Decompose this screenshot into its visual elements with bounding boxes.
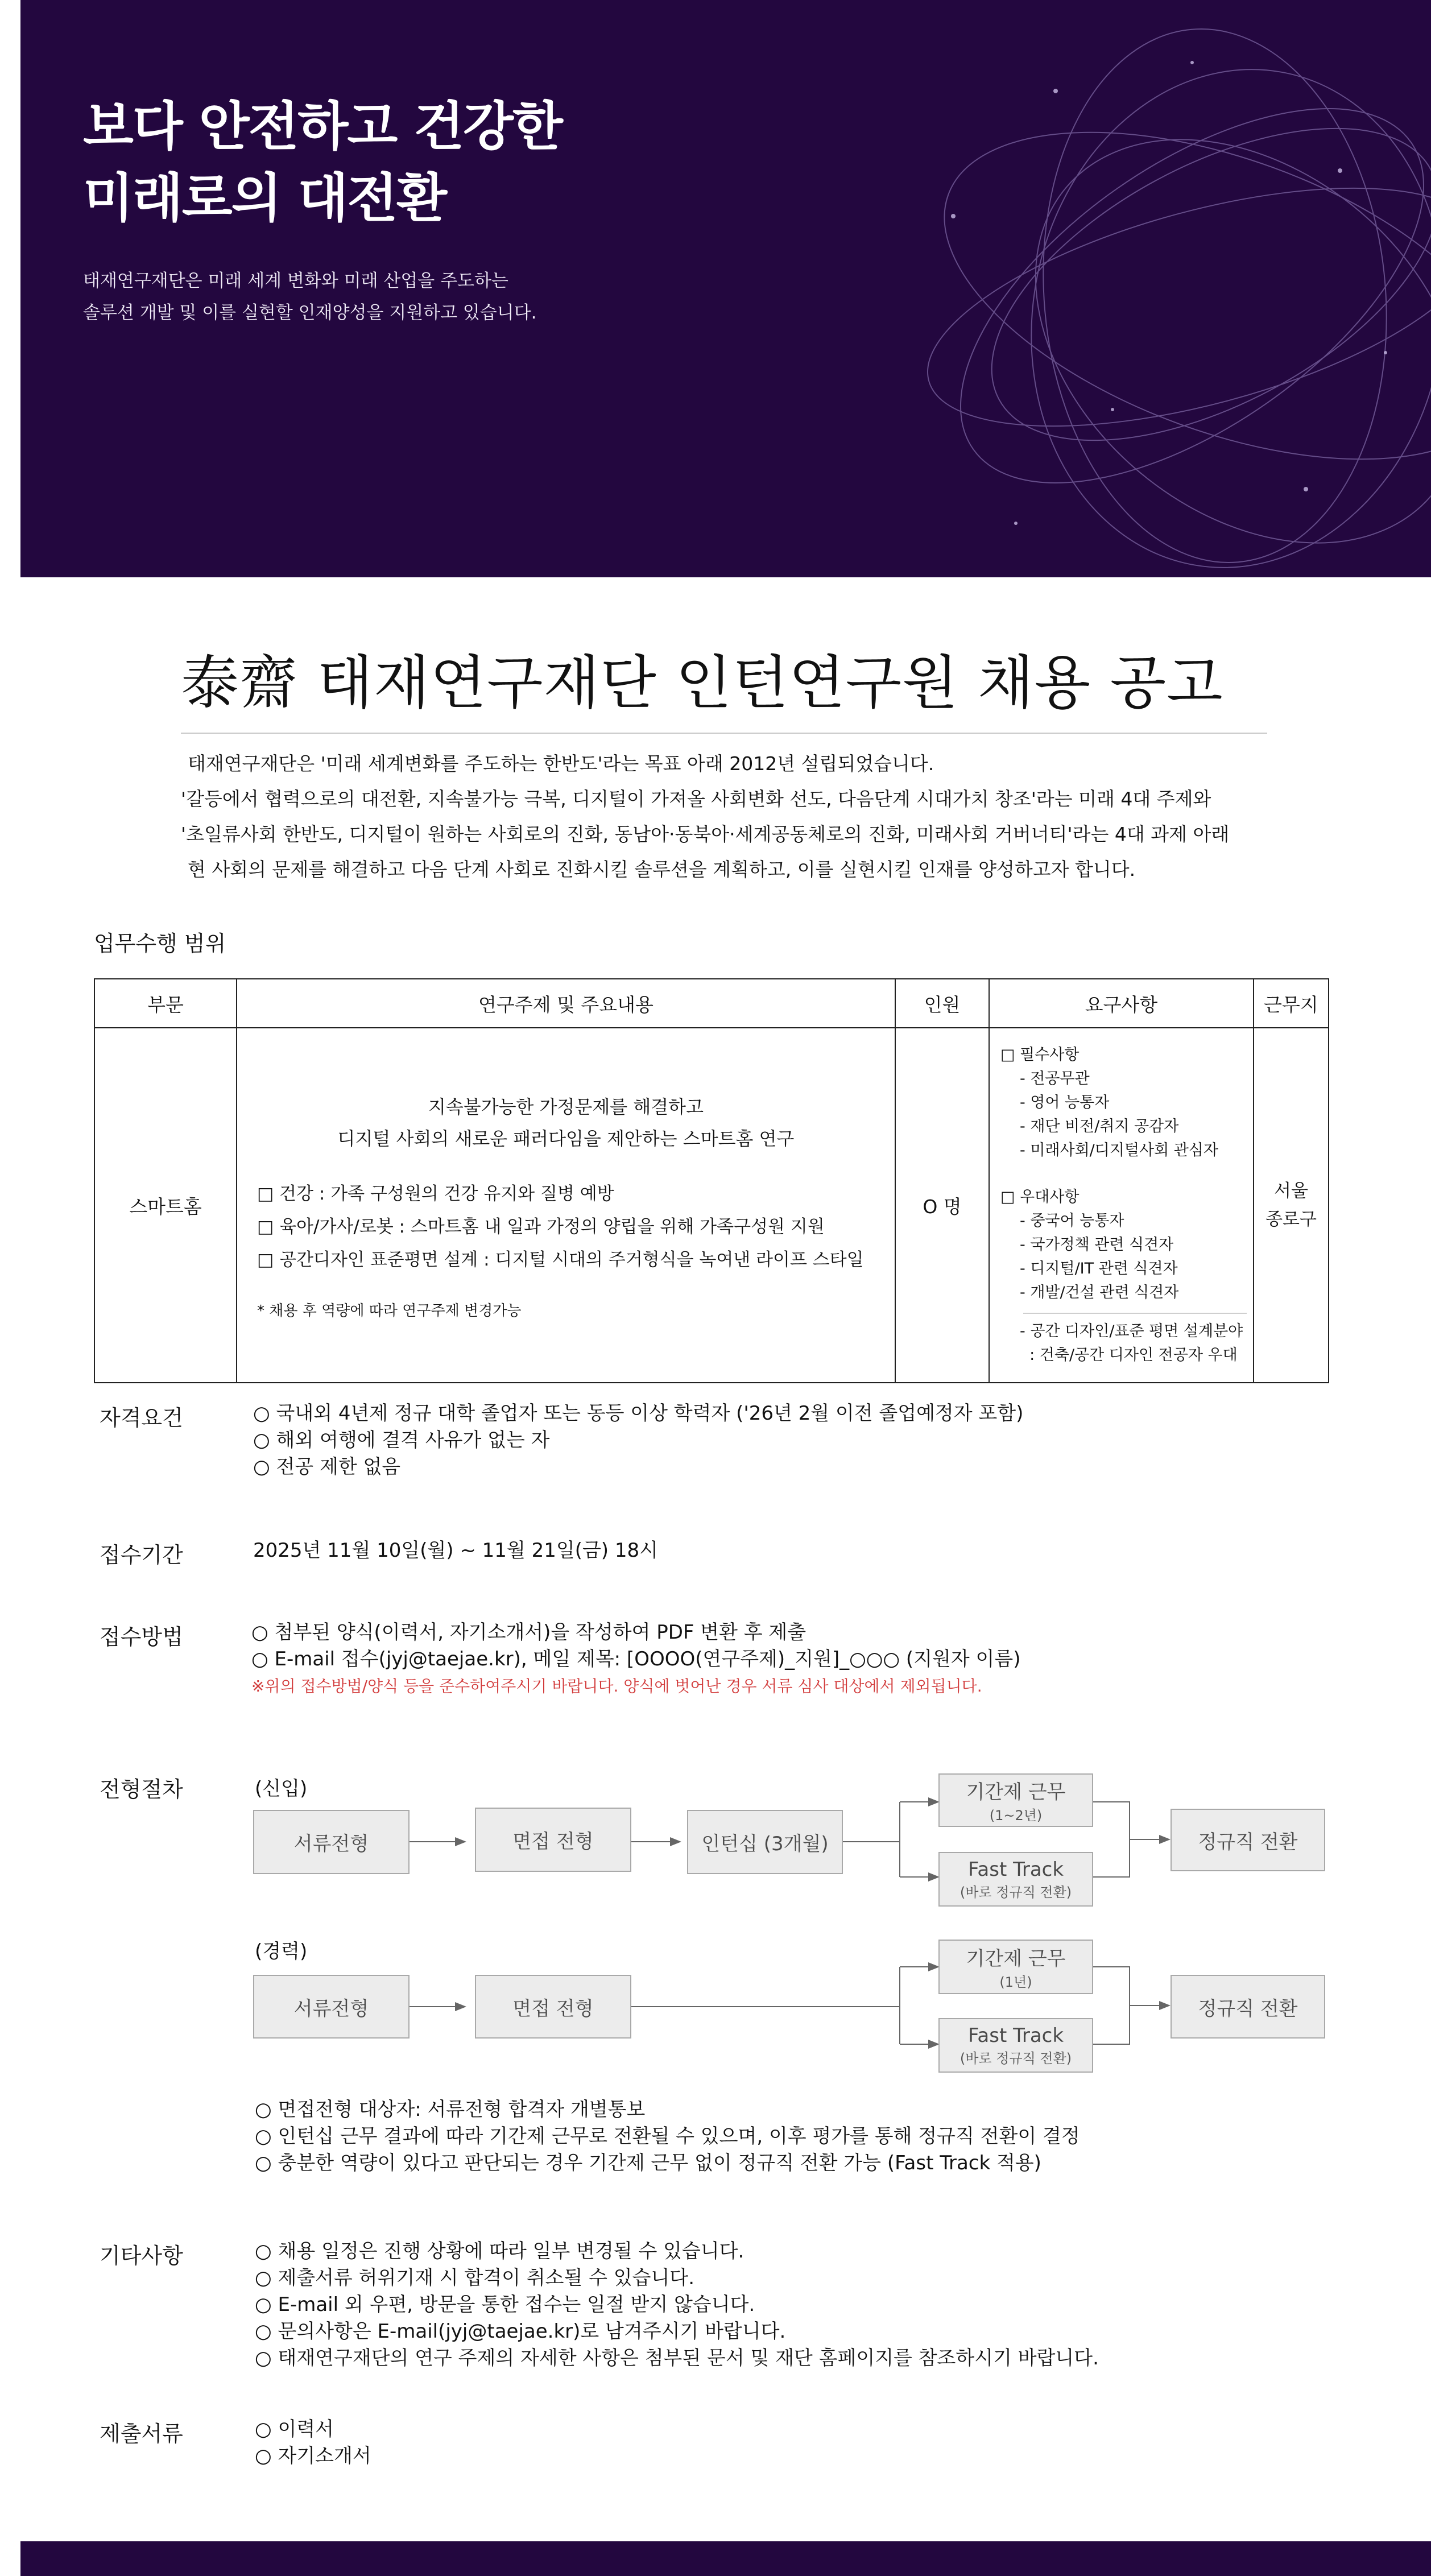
list-item: - 개발/건설 관련 식견자 — [1020, 1284, 1179, 1301]
header-headcount: 인원 — [895, 979, 989, 1028]
header-requirements: 요구사항 — [989, 979, 1254, 1028]
list-item: ○ E-mail 접수(jyj@taejae.kr), 메일 제목: [OOOO(연구주제)_지원]_○○○ (지원자 이름) — [251, 1648, 1021, 1671]
list-item: ○ 문의사항은 E-mail(jyj@taejae.kr)로 남겨주시기 바랍니다. — [255, 2320, 786, 2343]
list-item: ○ 국내외 4년제 정규 대학 졸업자 또는 동등 이상 학력자 ('26년 2월 이전 졸업예정자 포함) — [253, 1402, 1024, 1425]
req-preferred-title: □ 우대사항 — [1000, 1188, 1080, 1206]
exp-step-document — [253, 1975, 410, 2039]
step-fast-track — [938, 1852, 1093, 1907]
step-sublabel: (바로 정규직 전환) — [959, 2050, 1072, 2066]
list-item: - 전공무관 — [1020, 1070, 1090, 1088]
step-label: 면접 전형 — [512, 1830, 594, 1853]
list-item: ○ 자기소개서 — [255, 2445, 371, 2467]
list-item: ○ 전공 제한 없음 — [253, 1456, 401, 1478]
step-label: 인턴십 (3개월) — [701, 1833, 829, 1855]
list-item: ○ 해외 여행에 결격 사유가 없는 자 — [253, 1429, 550, 1452]
step-label: 면접 전형 — [512, 1997, 594, 2020]
footer-bar — [20, 2541, 1431, 2576]
header-topic: 연구주제 및 주요내용 — [237, 979, 895, 1028]
process-exp-label: (경력) — [255, 1940, 308, 1963]
req-required-title: □ 필수사항 — [1000, 1046, 1080, 1064]
topic-note: * 채용 후 역량에 따라 연구주제 변경가능 — [257, 1302, 522, 1320]
hero-subtitle-line2: 솔루션 개발 및 이를 실현할 인재양성을 지원하고 있습니다. — [83, 303, 537, 323]
step-contract — [938, 1773, 1093, 1827]
step-label: Fast Track — [967, 1858, 1064, 1881]
method-label: 접수방법 — [100, 1624, 183, 1649]
topic-heading-line: 지속불가능한 가정문제를 해결하고 — [428, 1095, 704, 1118]
documents-list — [255, 2416, 371, 2470]
list-item: ○ 태재연구재단의 연구 주제의 자세한 사항은 첨부된 문서 및 재단 홈페이지를 참조하시기 바랍니다. — [255, 2347, 1099, 2370]
intro-line: 현 사회의 문제를 해결하고 다음 단계 사회로 진화시킬 솔루션을 계획하고, 이를 실현시킬 인재를 양성하고자 합니다. — [188, 858, 1136, 880]
list-item: ○ 채용 일정은 진행 상황에 따라 일부 변경될 수 있습니다. — [255, 2240, 745, 2263]
list-item: ○ 면접전형 대상자: 서류전형 합격자 개별통보 — [255, 2098, 646, 2121]
page-title: 泰齋 태재연구재단 인턴연구원 채용 공고 — [181, 650, 1223, 717]
period-text: 2025년 11월 10일(월) ~ 11월 21일(금) 18시 — [253, 1539, 658, 1562]
step-sublabel: (1~2년) — [989, 1808, 1043, 1824]
step-label: 기간제 근무 — [966, 1947, 1066, 1970]
exp-step-contract — [938, 1940, 1093, 1994]
step-label: 기간제 근무 — [966, 1781, 1066, 1804]
step-label: 정규직 전환 — [1198, 1830, 1298, 1854]
step-permanent — [1171, 1809, 1325, 1871]
header-location: 근무지 — [1254, 979, 1329, 1028]
list-item: - 국가정책 관련 식견자 — [1020, 1236, 1174, 1254]
step-label: 서류전형 — [293, 1833, 369, 1855]
etc-list — [255, 2238, 1099, 2372]
step-sublabel: (1년) — [999, 1974, 1032, 1990]
list-item: ○ 충분한 역량이 있다고 판단되는 경우 기간제 근무 없이 정규직 전환 가능 (Fast Track 적용) — [255, 2152, 1041, 2174]
period-label: 접수기간 — [100, 1543, 183, 1568]
step-label: Fast Track — [967, 2024, 1064, 2047]
list-item: ○ 이력서 — [255, 2418, 334, 2441]
list-item: □ 육아/가사/로봇 : 스마트홈 내 일과 가정의 양립을 위해 가족구성원 지원 — [257, 1216, 825, 1237]
exp-step-permanent — [1171, 1975, 1325, 2039]
hero-title-line1: 보다 안전하고 건강한 — [83, 96, 562, 157]
cell-division: 스마트홈 — [94, 1028, 237, 1383]
etc-label: 기타사항 — [100, 2243, 183, 2268]
scope-label: 업무수행 범위 — [94, 931, 226, 956]
list-item: ○ 첨부된 양식(이력서, 자기소개서)을 작성하여 PDF 변환 후 제출 — [251, 1621, 807, 1644]
hero-title-line2: 미래로의 대전환 — [83, 168, 446, 229]
method-warning: ※위의 접수방법/양식 등을 준수하여주시기 바랍니다. 양식에 벗어난 경우 서류 심사 대상에서 제외됩니다. — [251, 1677, 982, 1696]
step-interview — [475, 1808, 631, 1872]
list-item: ○ E-mail 외 우편, 방문을 통한 접수는 일절 받지 않습니다. — [255, 2293, 755, 2316]
intro-line: '갈등에서 협력으로의 대전환, 지속불가능 극복, 디지털이 가져올 사회변화 선도, 다음단계 시대가치 창조'라는 미래 4대 주제와 — [181, 788, 1211, 810]
process-new-label: (신입) — [255, 1777, 308, 1800]
header-division: 부문 — [94, 979, 237, 1028]
list-item: : 건축/공간 디자인 전공자 우대 — [1020, 1346, 1238, 1364]
list-item: - 디지털/IT 관련 식견자 — [1020, 1260, 1178, 1277]
step-internship — [687, 1810, 843, 1874]
list-item: ○ 인턴십 근무 결과에 따라 기간제 근무로 전환될 수 있으며, 이후 평가를 통해 정규직 전환이 결정 — [255, 2125, 1080, 2148]
topic-heading-line: 디지털 사회의 새로운 패러다임을 제안하는 스마트홈 연구 — [337, 1127, 795, 1150]
list-item: □ 공간디자인 표준평면 설계 : 디지털 시대의 주거형식을 녹여낸 라이프 스타일 — [257, 1249, 864, 1270]
list-item: □ 건강 : 가족 구성원의 건강 유지와 질병 예방 — [257, 1183, 614, 1204]
list-item: - 재단 비전/취지 공감자 — [1020, 1118, 1179, 1135]
process-notes — [255, 2097, 1080, 2177]
hero-subtitle-line1: 태재연구재단은 미래 세계 변화와 미래 산업을 주도하는 — [83, 271, 508, 291]
list-item: - 공간 디자인/표준 평면 설계분야 — [1020, 1322, 1243, 1340]
step-document — [253, 1810, 410, 1874]
list-item: - 미래사회/디지털사회 관심자 — [1020, 1142, 1218, 1159]
exp-step-fast-track — [938, 2018, 1093, 2073]
process-label: 전형절차 — [100, 1777, 183, 1802]
qualification-label: 자격요건 — [100, 1405, 183, 1430]
cell-headcount: O 명 — [895, 1028, 989, 1383]
list-item: - 중국어 능통자 — [1020, 1212, 1124, 1230]
intro-line: '초일류사회 한반도, 디지털이 원하는 사회로의 진화, 동남아·동북아·세계공동체로의 진화, 미래사회 거버너티'라는 4대 과제 아래 — [181, 823, 1230, 845]
step-label: 정규직 전환 — [1198, 1997, 1298, 2020]
intro-line: 태재연구재단은 '미래 세계변화를 주도하는 한반도'라는 목표 아래 2012년 설립되었습니다. — [188, 752, 934, 775]
documents-label: 제출서류 — [100, 2421, 183, 2446]
step-sublabel: (바로 정규직 전환) — [959, 1884, 1072, 1900]
exp-step-interview — [475, 1975, 631, 2039]
location-line: 서울 — [1274, 1181, 1308, 1201]
list-item: ○ 제출서류 허위기재 시 합격이 취소될 수 있습니다. — [255, 2267, 695, 2289]
list-item: - 영어 능통자 — [1020, 1094, 1110, 1111]
location-line: 종로구 — [1265, 1209, 1317, 1230]
step-label: 서류전형 — [293, 1997, 369, 2020]
